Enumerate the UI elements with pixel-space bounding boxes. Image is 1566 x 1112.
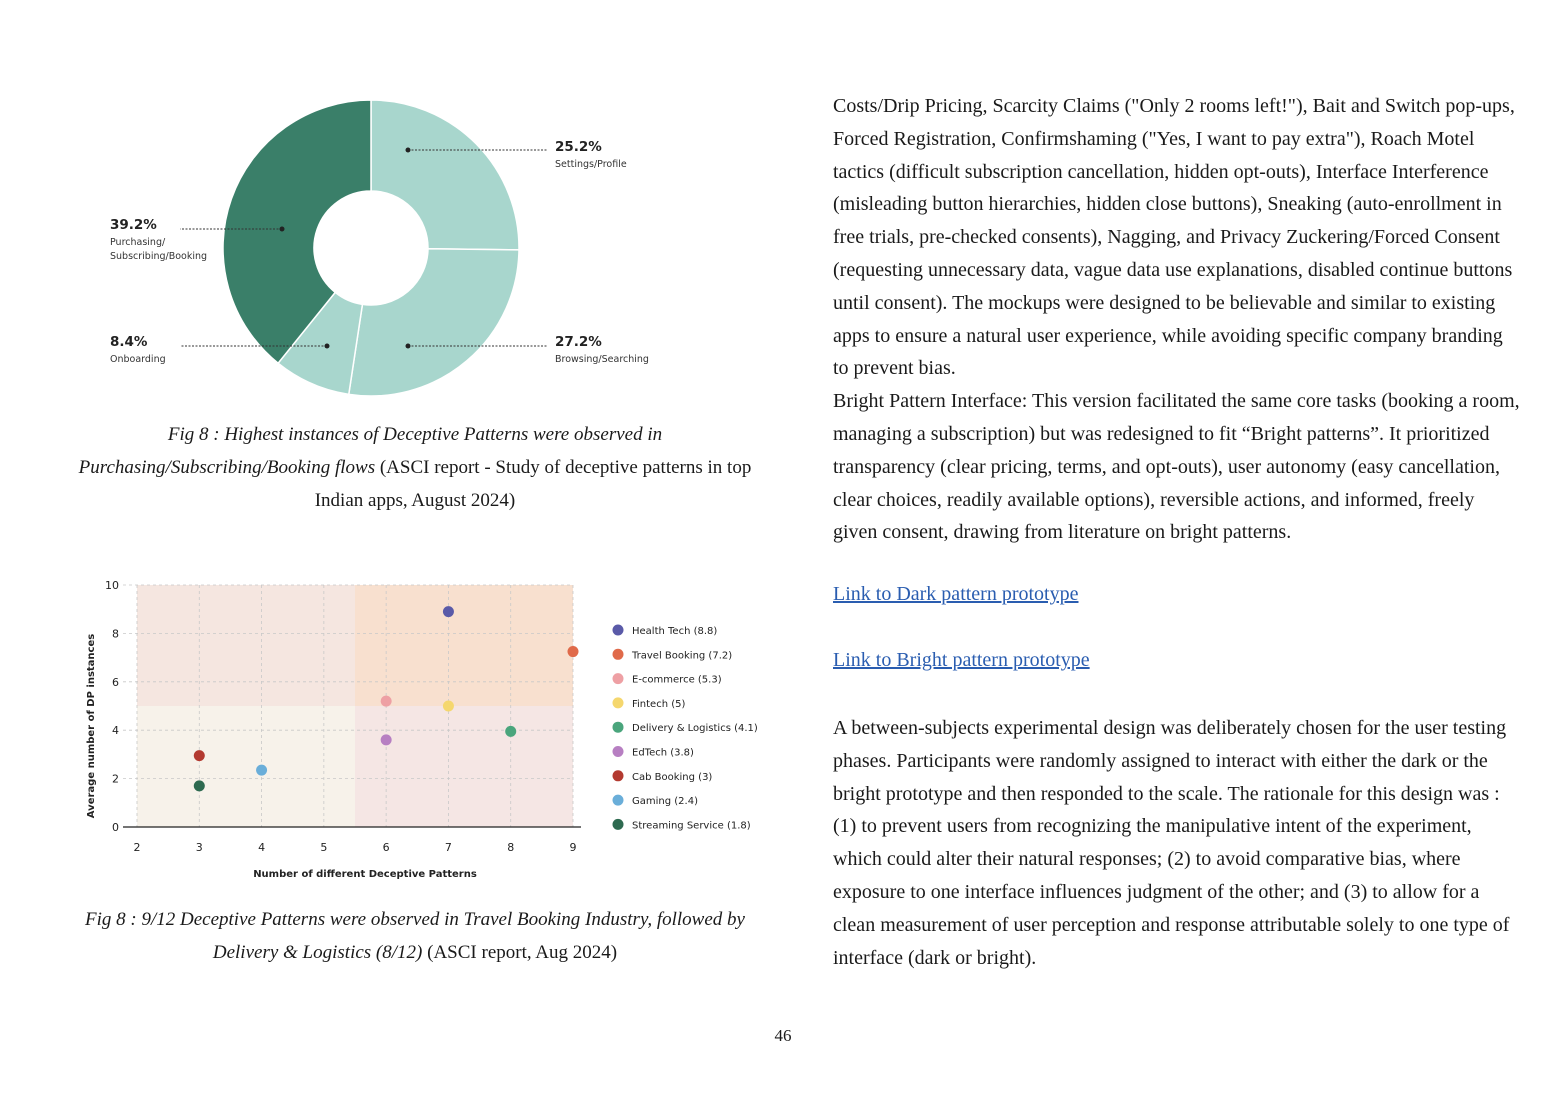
quadrant-backgrounds: [137, 585, 573, 827]
slice-category-label: Browsing/Searching: [555, 354, 649, 365]
slice-category-label: Purchasing/: [110, 237, 166, 248]
x-tick-label: 8: [507, 841, 515, 854]
data-point: [194, 750, 205, 761]
quadrant-bottom-right: [355, 706, 573, 827]
fig8b-caption: [70, 903, 760, 969]
legend: [613, 625, 758, 832]
y-tick-label: 6: [112, 675, 119, 689]
donut-slices: [223, 100, 519, 396]
leader-dot: [280, 227, 285, 232]
legend-marker: [613, 697, 624, 708]
slice-value-label: 27.2%: [555, 334, 602, 350]
bright-pattern-prototype-link[interactable]: Link to Bright pattern prototype: [833, 649, 1090, 671]
fig8a-caption: [70, 418, 760, 517]
x-tick-label: 3: [195, 841, 203, 854]
data-point: [381, 696, 392, 707]
donut-chart: [95, 90, 675, 410]
donut-slice: [371, 100, 519, 250]
legend-label: Travel Booking (7.2): [632, 650, 733, 662]
data-point: [256, 765, 267, 776]
x-tick-label: 5: [320, 841, 328, 854]
legend-label: Delivery & Logistics (4.1): [632, 723, 758, 735]
data-point: [505, 726, 516, 737]
quadrant-top-left: [137, 585, 355, 706]
quadrant-top-right: [355, 585, 573, 706]
y-tick-label: 2: [112, 772, 119, 786]
legend-label: Gaming (2.4): [632, 796, 698, 808]
y-tick-label: 10: [105, 579, 119, 592]
data-point: [443, 606, 454, 617]
data-point: [443, 701, 454, 712]
fig8b-caption-source: (ASCI report, Aug 2024): [422, 942, 618, 963]
leader-dot: [325, 344, 330, 349]
x-tick-label: 2: [133, 841, 141, 854]
x-tick-label: 9: [569, 841, 577, 854]
legend-marker: [613, 722, 624, 733]
slice-category-label: Onboarding: [110, 354, 166, 365]
x-tick-label: 6: [382, 841, 390, 854]
legend-label: Fintech (5): [632, 698, 686, 710]
y-tick-label: 0: [112, 821, 119, 834]
dark-pattern-prototype-link[interactable]: Link to Dark pattern prototype: [833, 583, 1079, 605]
slice-category-label: Subscribing/Booking: [110, 251, 208, 262]
dark-pattern-list-paragraph: Costs/Drip Pricing, Scarcity Claims ("Only 2 rooms left!"), Bait and Switch pop-ups, Forced Registration, Confirmshaming ("Yes, I want to pay extra"), Roach Motel tactics (difficult subscription cancellation, hidden opt-outs), Interface Interference (misleading button hierarchies, hidden close buttons), Sneaking (auto-enrollment in free trials, pre-checked consents), Nagging, and Privacy Zuckering/Forced Consent (requesting unnecessary data, vague data use explanations, disabled continue buttons until consent). The mockups were designed to be believable and similar to existing apps to ensure a natural user experience, while avoiding specific company branding to prevent bias.: [833, 95, 1515, 380]
legend-marker: [613, 795, 624, 806]
fig8a-caption-italic: Fig 8 : Highest instances of Deceptive Patterns were observed in Purchasing/Subscribing/Booking flows: [78, 424, 663, 478]
x-tick-label: 4: [258, 841, 266, 854]
y-tick-label: 8: [112, 627, 119, 641]
bright-pattern-paragraph: Bright Pattern Interface: This version facilitated the same core tasks (booking a room, managing a subscription) but was redesigned to fit “Bright patterns”. It prioritized transparency (clear pricing, terms, and opt-outs), user autonomy (easy cancellation, clear choices, readily available options), reversible actions, and informed, freely given consent, drawing from literature on bright patterns.: [833, 390, 1520, 544]
body-text-bottom: [833, 712, 1523, 974]
data-point: [194, 780, 205, 791]
data-point: [568, 646, 579, 657]
legend-marker: [613, 625, 624, 636]
legend-marker: [613, 649, 624, 660]
quadrant-bottom-left: [137, 706, 355, 827]
page-number: 46: [774, 1026, 792, 1045]
slice-value-label: 39.2%: [110, 217, 157, 233]
body-text-top: [833, 90, 1523, 549]
leader-dot: [406, 344, 411, 349]
legend-marker: [613, 746, 624, 757]
legend-marker: [613, 770, 624, 781]
legend-marker: [613, 819, 624, 830]
x-tick-label: 7: [444, 841, 452, 854]
legend-label: Cab Booking (3): [632, 771, 713, 783]
legend-label: E-commerce (5.3): [632, 674, 722, 686]
fig8b-caption-italic: Fig 8 : 9/12 Deceptive Patterns were observed in Travel Booking Industry, followed by Delivery & Logistics (8/12): [85, 909, 745, 963]
slice-value-label: 8.4%: [110, 334, 148, 350]
slice-value-label: 25.2%: [555, 139, 602, 155]
donut-slice: [349, 249, 519, 396]
legend-label: Streaming Service (1.8): [632, 820, 751, 832]
experimental-design-paragraph: A between-subjects experimental design was deliberately chosen for the user testing phases. Participants were randomly assigned to interact with either the dark or the bright prototype and then responded to the scale. The rationale for this design was : (1) to prevent users from recognizing the manipulative intent of the experiment, which could alter their natural responses; (2) to avoid comparative bias, where exposure to one interface influences judgment of the other; and (3) to allow for a clean measurement of user perception and response attributable solely to one type of interface (dark or bright).: [833, 717, 1510, 969]
legend-label: Health Tech (8.8): [632, 626, 718, 637]
fig8a-caption-source: (ASCI report - Study of deceptive patterns in top Indian apps, August 2024): [314, 457, 752, 511]
legend-label: EdTech (3.8): [632, 747, 694, 759]
slice-category-label: Settings/Profile: [555, 159, 627, 170]
data-point: [381, 734, 392, 745]
x-axis-label: Number of different Deceptive Patterns: [253, 869, 477, 880]
leader-dot: [406, 148, 411, 153]
y-tick-label: 4: [112, 724, 119, 738]
scatter-chart: [82, 570, 772, 890]
legend-marker: [613, 673, 624, 684]
y-axis-label: Average number of DP instances: [86, 633, 97, 819]
